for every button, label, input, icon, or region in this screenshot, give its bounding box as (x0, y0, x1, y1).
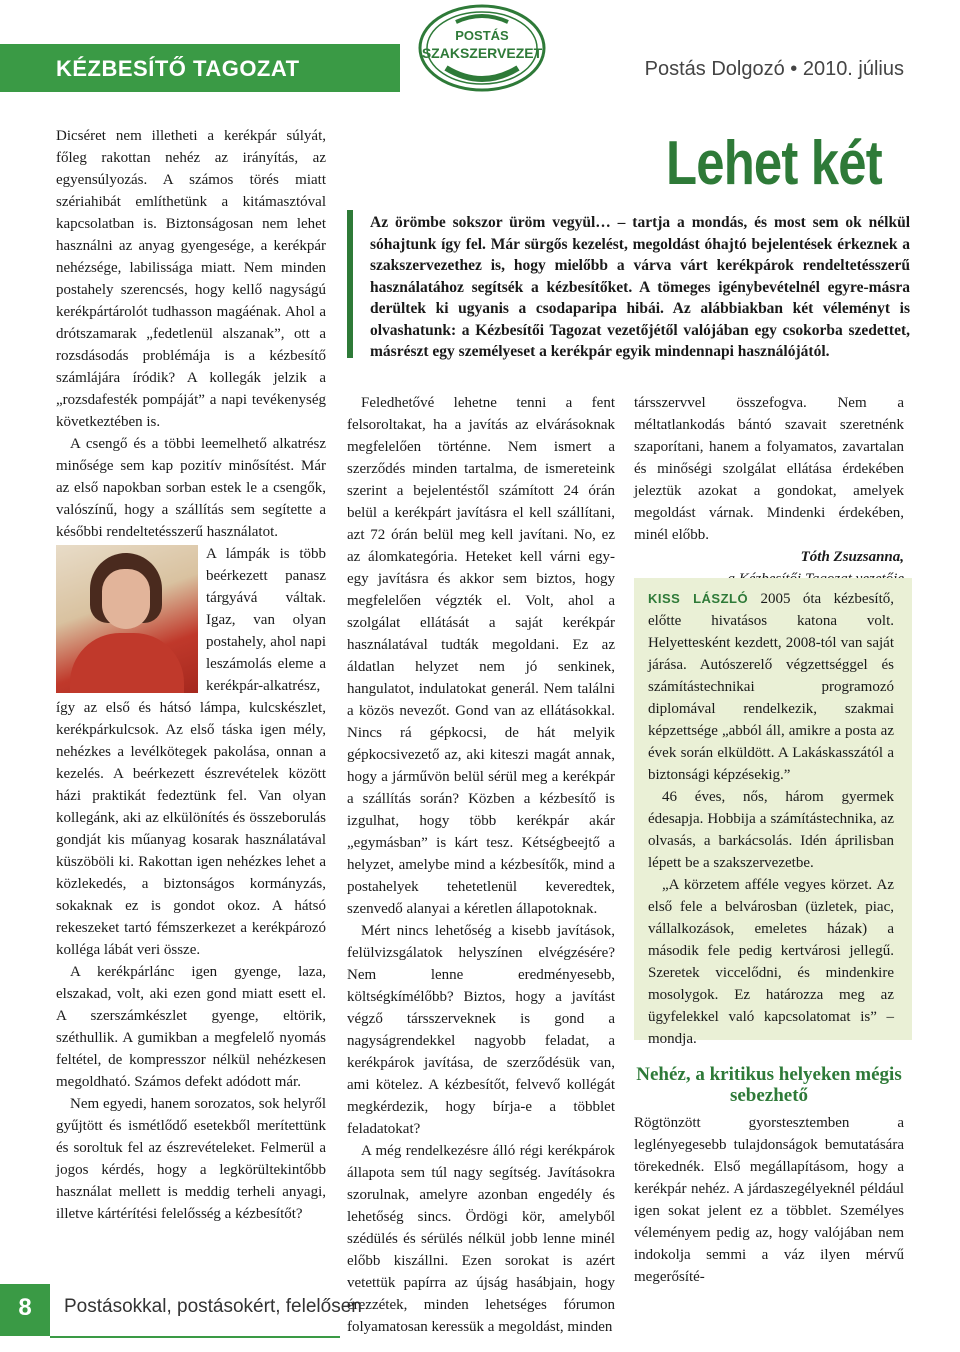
article-lead: Az örömbe sokszor üröm vegyül… – tartja a mondás, és most sem ok nélkül sóhajtunk így fel. Már sürgős kezelést, megoldást óhajtó bejelentések érkeznek a szakszervezethez is, hogy mielőbb a várva várt kerékpárok rendeltetésszerű használatához segítsék a kézbesítőket. A tömeges igénybevételnél egyre-másra derültek ki ugyanis a csodaparipa hibái. Az alábbiakban két véleményt is olvashatunk: a Kézbesítői Tagozat vezetőjétől valójában egy csokorba szedettet, másrészt egy személyeset a kerékpár egyik mindennapi használójától. (370, 214, 910, 360)
paragraph: társszervvel összefogva. Nem a méltatlankodás bántó szavait szeretnénk szaporítani, hanem a folyamatos, zavartalan és minőségi szolgálat ellátása érdekében jeleztük azokat a gondokat, amelyek megoldást várnak. Mindenki érdekében, minél előbb. (634, 395, 904, 543)
author-photo (56, 545, 198, 693)
signature (634, 546, 904, 568)
page-number: 8 (18, 1294, 32, 1321)
paragraph: Mért nincs lehetőség a kisebb javítások, felülvizsgálatok helyszínen elvégzésére? Nem lenne eredményesebb, költségkímélőbb? Biztos, hogy a javítást végző társszerveknek is gond a nagyságrendekkel nagyobb feladat, a kerékpárok javítása, de szerződésük van, ami kötelez. A kézbesítőt, felvevő kollégát megkérdezik, hogy bírja-e a többlet feladatokat? (347, 923, 615, 1137)
paragraph: A még rendelkezésre álló régi kerékpárok állapota sem túl nagy segítség. Javításokra szorulnak, amelyre azonban engedély és lehetőség sincs. Ördögi kör, amelyből szédülés és sérülés nélkül jobb lenne minél előbb kiszállni. Ezen sorokat is azért vetettük papírra az újság hasábjain, hogy érezzétek, minden lehetséges fórumon folyamatosan keressük a megoldást, minden (347, 1143, 615, 1335)
paragraph: A csengő és a többi leemelhető alkatrész minősége sem kap pozitív minősítést. Már az első napokban sorban estek le a csengők, valószínű, hogy a szállítás sem segítette a későbbi rendeltetésszerű használatot. (56, 436, 326, 540)
profile-text (648, 588, 894, 1050)
issue-date: Postás Dolgozó • 2010. július (644, 58, 904, 80)
column-1 (56, 125, 326, 1225)
section-title: KÉZBESÍTŐ TAGOZAT (56, 56, 300, 81)
column-3 (634, 392, 904, 590)
paragraph: A kerékpárlánc igen gyenge, laza, elszakad, volt, aki ezen gond miatt esett el. A szerszámkészlet gyenge, eltörik, széthullik. A gumikban a megfelelő nyomás feltétel, de kompresszor nélkül nehézkesen megoldható. Számos defekt adódott már. (56, 964, 326, 1090)
profile-name: KISS LÁSZLÓ (648, 591, 749, 606)
column-2 (347, 392, 615, 1338)
paragraph: Nem egyedi, hanem sorozatos, sok helyről gyűjtött és ismétlődő esetekből merítettünk és soroltuk fel az észrevételeket. Felmerül a jogos kérdés, hogy a legkörültekintőbb használat mellett is meddig terheli anyagi, illetve kártérítési felelősség a kézbesítőt? (56, 1096, 326, 1222)
article-headline: Lehet két (666, 129, 882, 198)
logo-text-2: SZAKSZERVEZET (421, 45, 543, 61)
subheading: Nehéz, a kritikus helyeken mégis sebezhető (636, 1064, 902, 1106)
union-logo (416, 2, 548, 98)
paragraph: Dicséret nem illetheti a kerékpár súlyát, főleg rakottan nehéz az irányítás, az egyensúlyozás. A számos törés miatt szériahibát említhetünk a kitámasztóval kapcsolatban is. Biztonságosan nem lehet használni az anyag gyengesége, a kerékpár nehézsége, labilissága miatt. Nem minden postahely szerencsés, hogy kellő nagyságú kerékpártárolót tudhasson magáénak. Ahol a drótszamarak „fedetlenül alszanak”, ott a rozsdásodás problémája is a kézbesítő számlájára íródik? A kollegák jelzik a „rozsdafesték pompáját” a napi tevékenység következtében is. (56, 128, 326, 430)
signature-name: Tóth Zsuzsanna, (800, 549, 904, 565)
footer-tagline: Postásokkal, postásokért, felelősen (64, 1296, 362, 1317)
footer-rule (50, 1336, 340, 1338)
profile-paragraph: 2005 óta kézbesítő, előtte hivatásos katona volt. Helyettesként kezdett, 2008-tól van saját járása. Autószerelő végzettséggel és számítástechnikai programozó diplomával rendelkezik, szakmai képzettsége „abból áll, amikre a posta az évek során elküldött. A Lakáskasszától a biztonsági képzésekig.” (648, 591, 894, 783)
profile-paragraph: „A körzetem afféle vegyes körzet. Az első fele a belvárosban (üzletek, piac, vállalkozások, emeletes házak) a második fele pedig kertvárosi jellegű. Szeretek viccelődni, és mindenkire mosolygok. Ez határozza meg az ügyfelekkel való kapcsolatomat is” – mondja. (648, 877, 894, 1047)
paragraph: Rögtönzött gyorstesztemben a leglényegesebb tulajdonságok bemutatására törekednék. Első megállapításom, hogy a kerékpár nehéz. A járdaszegélyeknél például igen sokat jelent ez a többlet. Személyes véleményem pedig az, hogy valójában nem indokolja semmi a váz ilyen mérvű megerősíté- (634, 1115, 904, 1285)
profile-paragraph: 46 éves, nős, három gyermek édesapja. Hobbija a számítástechnika, az olvasás, a barkácsolás. Idén áprilisban lépett be a szakszervezetbe. (648, 789, 894, 871)
paragraph: A lámpák is több beérkezett panasz tárgyává váltak. Igaz, van olyan postahely, ahol napi leszámolás eleme a kerékpár-alkatrész, így az első és hátsó lámpa, kulcskészlet, kerékpárkulcsok. Az első táska igen mély, nehézkes a levélkötegek pakolása, onnan a kezelés. A beérkezett észrevételek között házi praktikát fedeztünk fel. Van olyan kollegánk, aki az elkülönítés és összeborulás gondját kis műanyag kosarak használatával küszöböli ki. Rakottan igen nehézkes lehet a közlekedés, a biztonságos kormányzás, sokaknak ez is gondot okoz. A hátsó rekeszeket tartó fémszerkezet a kerékpározó kolléga lábát veri össze. (56, 546, 326, 958)
column-3-bottom (634, 1112, 904, 1288)
paragraph: Feledhetővé lehetne tenni a fent felsoroltakat, ha a javítás az elvárásoknak megfelelően történne. Nem ismert a szerződés minden tartalma, de ismereteink szerint a bejelentéstől számított 24 órán belül a kerékpárt javításra el kell szállítani, azt 72 órán belül meg kell javítani. No, ez az álomkategória. Heteket kell várni egy-egy javításra és akkor sem biztos, hogy megfelelően végzték el. Volt, ahol a szolgálat ellátását a saját kerékpár használatával tudták megoldani. Ez az áldatlan helyzet nem jó senkinek, hangulatot, indulatokat generál. Nem találni a közös nevezőt. Gond van az ellátásokkal. Nincs rá gépkocsi, de hát melyik gépkocsivezető az, aki kiteszi magát annak, hogy a járművön belül sérül meg a kerékpár a szállítás során? Közben a kézbesítő is izgulhat, hogy több kerékpár akár „egymásban” is kárt tesz. Kétségbeejtő a helyzet, amelybe mind a kézbesítők, mind a postahelyek tehetetlenül keveredtek, szenvedő alanyai a kéretlen állapotoknak. (347, 395, 615, 917)
lead-accent-bar (347, 210, 353, 358)
logo-text-1: POSTÁS (455, 28, 509, 43)
